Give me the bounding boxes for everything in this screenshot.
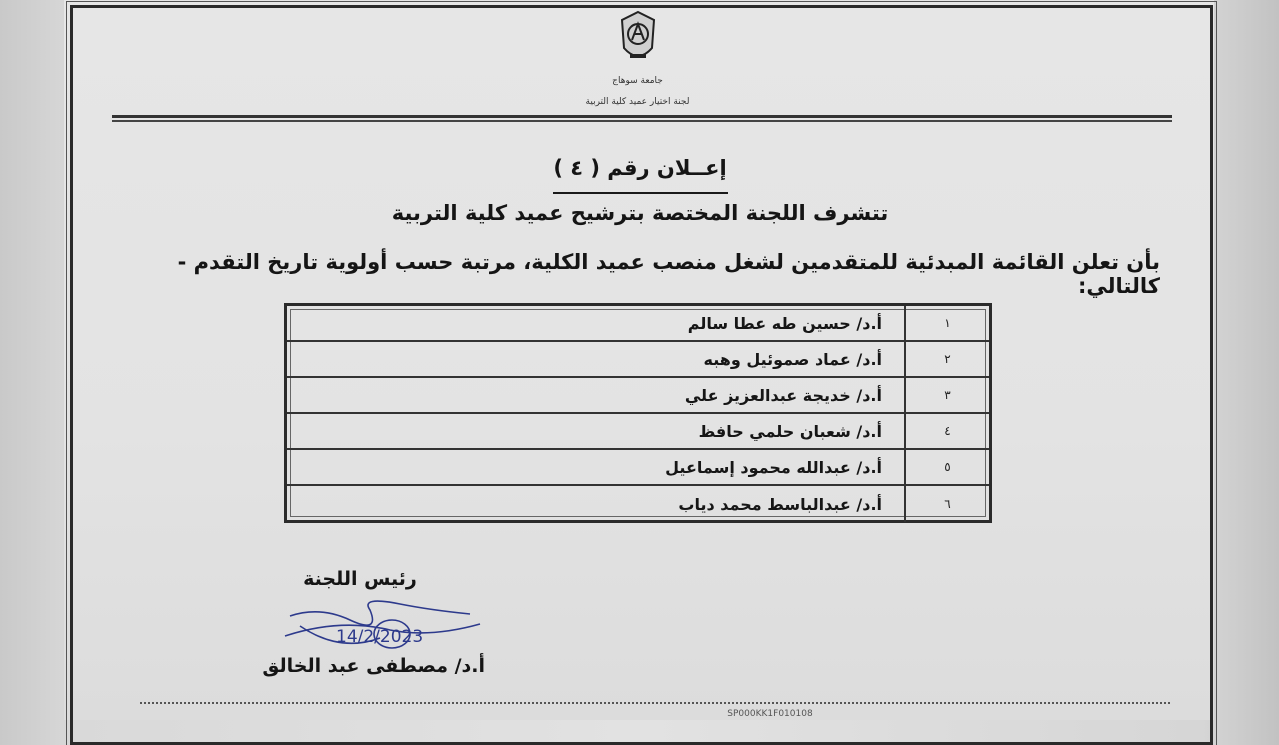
candidates-table <box>284 303 992 523</box>
table-row <box>287 450 989 486</box>
row-number: ٥ <box>904 450 989 484</box>
row-number: ٣ <box>904 378 989 412</box>
row-number: ٢ <box>904 342 989 376</box>
row-number: ١ <box>904 306 989 340</box>
row-number: ٤ <box>904 414 989 448</box>
table-row <box>287 414 989 450</box>
candidate-name: أ.د/ عماد صموئيل وهبه <box>703 349 882 369</box>
candidate-name: أ.د/ عبدالله محمود إسماعيل <box>665 457 882 477</box>
title-underline <box>553 192 728 194</box>
candidate-name: أ.د/ عبدالباسط محمد دياب <box>678 494 882 514</box>
announcement-subtitle: تتشرف اللجنة المختصة بترشيح عميد كلية التربية <box>391 201 889 225</box>
announcement-title: إعــلان رقم ( ٤ ) <box>553 156 727 180</box>
university-logo-icon <box>618 10 658 66</box>
university-name: جامعة سوهاج <box>612 76 663 86</box>
table-row <box>287 486 989 522</box>
committee-chair-title: رئيس اللجنة <box>303 568 417 590</box>
footer-dotted-line <box>140 702 1170 704</box>
footer-text: SP000KK1F010108 <box>727 709 813 719</box>
signature-date: 14/2/2023 <box>336 627 424 647</box>
handwritten-signature <box>280 598 500 658</box>
candidate-name: أ.د/ شعبان حلمي حافظ <box>698 421 882 441</box>
committee-chair-name: أ.د/ مصطفى عبد الخالق <box>262 655 485 677</box>
candidate-name: أ.د/ حسين طه عطا سالم <box>687 313 882 333</box>
announcement-intro: بأن تعلن القائمة المبدئية للمتقدمين لشغل منصب عميد الكلية، مرتبة حسب أولوية تاريخ التقدم - كالتالي: <box>177 250 1160 298</box>
table-row <box>287 342 989 378</box>
candidate-name: أ.د/ خديجة عبدالعزيز علي <box>684 385 882 405</box>
committee-name: لجنة اختيار عميد كلية التربية <box>585 97 690 107</box>
header-divider <box>112 115 1172 118</box>
table-row <box>287 378 989 414</box>
row-number: ٦ <box>904 486 989 522</box>
header-divider-thin <box>112 120 1172 122</box>
table-row <box>287 306 989 342</box>
